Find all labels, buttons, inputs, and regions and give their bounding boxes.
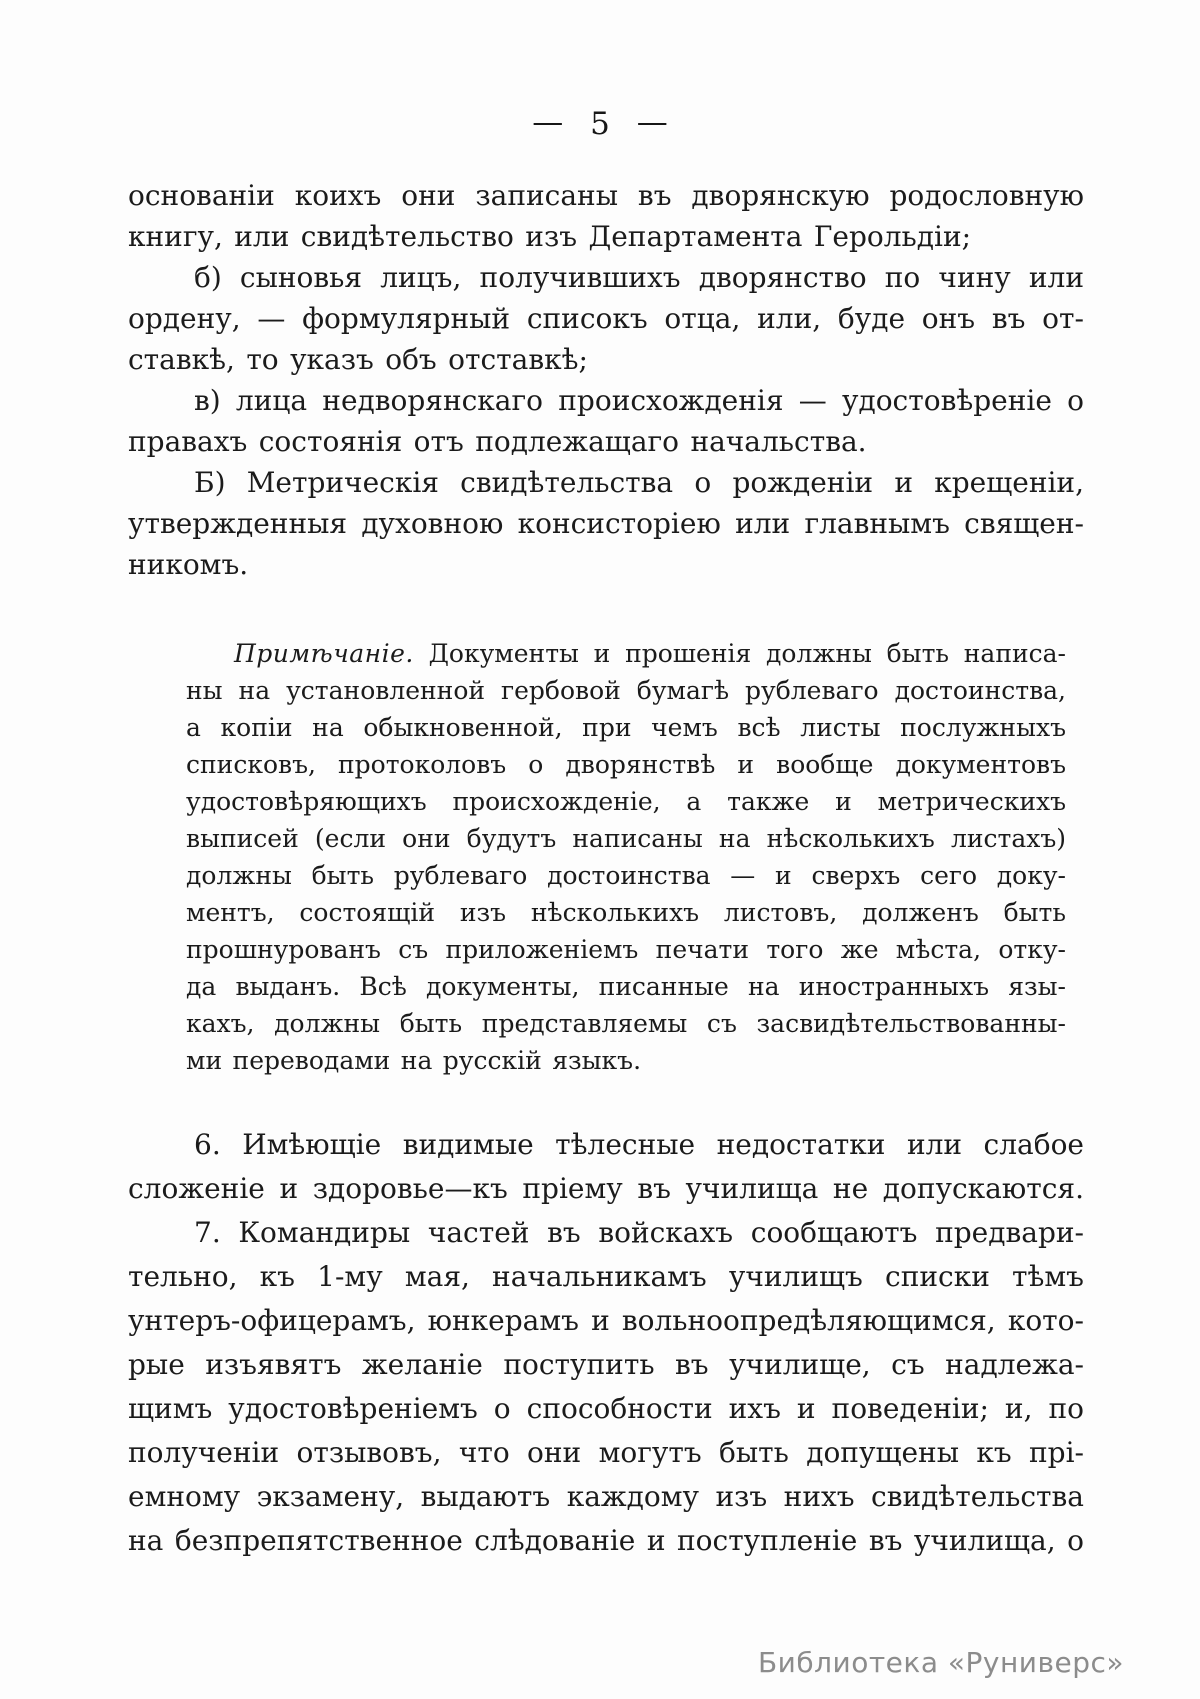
text-body: [128, 175, 1084, 1563]
text-line: ставкѣ, то указъ объ отставкѣ;: [128, 343, 588, 376]
paragraph-clause-6: [128, 1123, 1084, 1211]
text-line: Б) Метрическія свидѣтельства о рожденіи и крещеніи,: [194, 466, 1084, 499]
text-line: 7. Командиры частей въ войскахъ сообщаютъ предвари-: [194, 1216, 1084, 1249]
page-number: 5: [590, 106, 610, 142]
text-line: ны на установленной гербовой бумагѣ рублеваго достоинства,: [186, 676, 1066, 705]
text-line: ми переводами на русскій языкъ.: [186, 1046, 642, 1075]
paragraph-clause-7: [128, 1211, 1084, 1563]
text-line: да выданъ. Всѣ документы, писанные на иностранныхъ язы-: [186, 972, 1066, 1001]
text-line: удостовѣряющихъ происхожденіе, а также и метрическихъ: [186, 787, 1066, 816]
paragraph-item-B-metric: [128, 462, 1084, 585]
text-line: унтеръ-офицерамъ, юнкерамъ и вольноопредѣляющимся, кото-: [128, 1304, 1084, 1337]
text-line: основаніи коихъ они записаны въ дворянскую родословную: [128, 179, 1084, 212]
text-line: списковъ, протоколовъ о дворянствѣ и вообще документовъ: [186, 750, 1066, 779]
header-dash-right: —: [636, 104, 668, 140]
text-line: сложеніе и здоровье—къ пріему въ училища не допускаются.: [128, 1172, 1084, 1205]
text-line: должны быть рублеваго достоинства — и сверхъ сего доку-: [186, 861, 1066, 890]
paragraph-intro-continuation: [128, 175, 1084, 257]
text-line: а копіи на обыкновенной, при чемъ всѣ листы послужныхъ: [186, 713, 1066, 742]
text-line: полученіи отзывовъ, что они могутъ быть допущены къ прі-: [128, 1436, 1084, 1469]
text-line: кахъ, должны быть представляемы съ засвидѣтельствованны-: [186, 1009, 1066, 1038]
paragraph-note: [186, 635, 1066, 1079]
text-line: выписей (если они будутъ написаны на нѣсколькихъ листахъ): [186, 824, 1066, 853]
text-line: 6. Имѣющіе видимые тѣлесные недостатки или слабое: [194, 1128, 1084, 1161]
text-line: тельно, къ 1-му мая, начальникамъ училищъ списки тѣмъ: [128, 1260, 1084, 1293]
text-line: на безпрепятственное слѣдованіе и поступленіе въ училища, о: [128, 1524, 1084, 1557]
text-line: никомъ.: [128, 548, 249, 581]
text-line: в) лица недворянскаго происхожденія — удостовѣреніе о: [194, 384, 1084, 417]
text-line: книгу, или свидѣтельство изъ Департамента Герольдіи;: [128, 220, 972, 253]
text-line: Примѣчаніе. Документы и прошенія должны быть написа-: [234, 639, 1066, 668]
paragraph-item-v: [128, 380, 1084, 462]
text-line: ордену, — формулярный списокъ отца, или, буде онъ въ от-: [128, 302, 1084, 335]
text-line: прошнурованъ съ приложеніемъ печати того же мѣста, отку-: [186, 935, 1066, 964]
watermark: Библиотека «Руниверс»: [757, 1646, 1124, 1679]
paragraph-item-b: [128, 257, 1084, 380]
text-line: утвержденныя духовною консисторіею или главнымъ священ-: [128, 507, 1084, 540]
text-line: емному экзамену, выдаютъ каждому изъ нихъ свидѣтельства: [128, 1480, 1084, 1513]
header-dash-left: —: [532, 104, 564, 140]
page-header: [0, 0, 1200, 144]
text-line: правахъ состоянія отъ подлежащаго начальства.: [128, 425, 867, 458]
text-line: щимъ удостовѣреніемъ о способности ихъ и поведеніи; и, по: [128, 1392, 1084, 1425]
text-line: рые изъявятъ желаніе поступить въ училище, съ надлежа-: [128, 1348, 1084, 1381]
note-label: Примѣчаніе.: [234, 639, 414, 668]
text-line: ментъ, состоящій изъ нѣсколькихъ листовъ, долженъ быть: [186, 898, 1066, 927]
text-line: б) сыновья лицъ, получившихъ дворянство по чину или: [194, 261, 1084, 294]
